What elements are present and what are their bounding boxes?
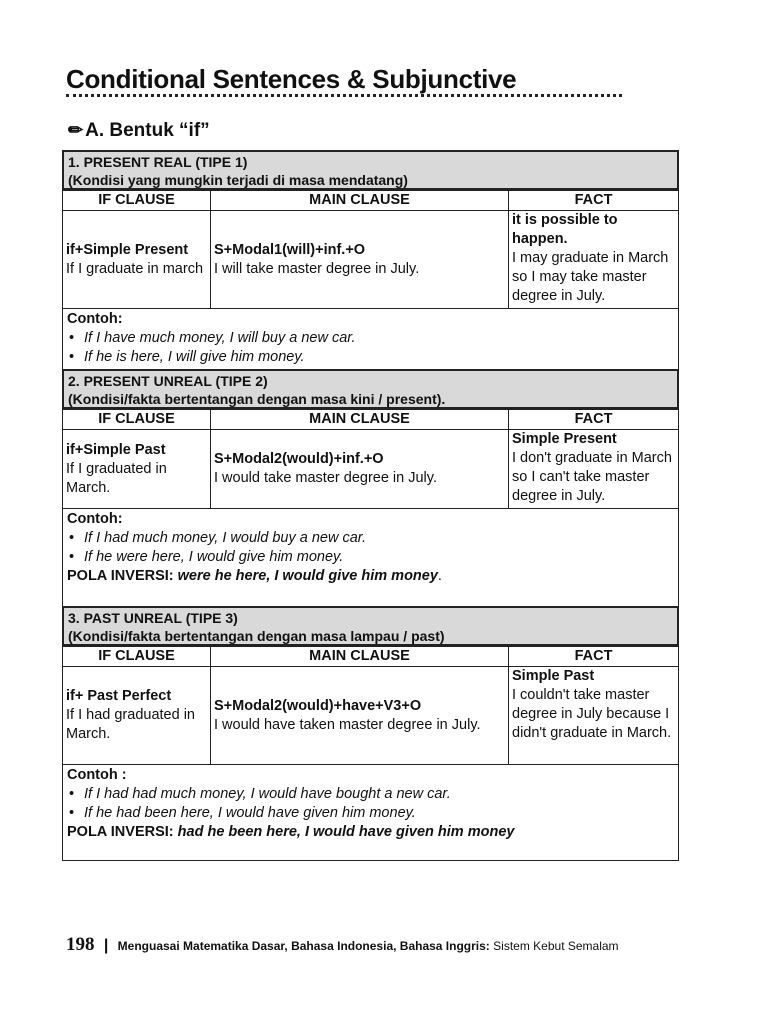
block-3-description: (Kondisi/fakta bertentangan dengan masa lampau / past) (68, 628, 445, 644)
example-item: • If I have much money, I will buy a new car. (67, 329, 674, 348)
block-2-description: (Kondisi/fakta bertentangan dengan masa kini / present). (68, 391, 446, 407)
fact-heading: it is possible to happen. (512, 212, 618, 247)
block-3-if-clause (62, 666, 211, 765)
block-3-type: 3. PAST UNREAL (TIPE 3) (68, 610, 238, 626)
inversion-text: had he been here, I would have given him money (177, 824, 515, 840)
block-3-examples (62, 764, 679, 861)
page-footer (66, 934, 619, 956)
example-item: • If he had been here, I would have given him money. (67, 804, 674, 823)
if-clause-example: If I had graduated in March. (66, 707, 195, 742)
examples-label: Contoh: (67, 511, 123, 527)
block-2-type: 2. PRESENT UNREAL (TIPE 2) (68, 373, 268, 389)
if-clause-example: If I graduate in march (66, 260, 204, 277)
main-clause-formula: S+Modal2(would)+inf.+O (214, 451, 384, 467)
book-title: Menguasai Matematika Dasar, Bahasa Indonesia, Bahasa Inggris: (117, 939, 490, 953)
fact-heading: Simple Past (512, 668, 595, 684)
inversion-text: were he here, I would give him money (177, 568, 438, 584)
if-clause-example: If I graduated in March. (66, 460, 167, 496)
if-clause-formula: if+Simple Present (66, 241, 189, 258)
section-heading (68, 120, 210, 142)
block-1-description: (Kondisi yang mungkin terjadi di masa mendatang) (68, 172, 408, 188)
fact-text: I couldn't take master degree in July because I didn't graduate in March. (512, 687, 672, 741)
example-item: • If he were here, I would give him money. (67, 548, 674, 567)
book-subtitle: Sistem Kebut Semalam (493, 939, 619, 953)
fact-text: I may graduate in March so I may take master degree in July. (512, 250, 669, 304)
block-3-main-clause (210, 666, 509, 765)
block-1-main-clause (210, 210, 509, 309)
inversion-pattern (67, 567, 674, 586)
header-if-clause: IF CLAUSE (62, 409, 211, 430)
example-item: • If I had much money, I would buy a new car. (67, 529, 674, 548)
main-clause-formula: S+Modal2(would)+have+V3+O (214, 697, 422, 714)
header-fact: FACT (508, 409, 679, 430)
main-clause-example: I would take master degree in July. (214, 470, 437, 486)
block-2-fact (508, 429, 679, 509)
block-3-fact (508, 666, 679, 765)
header-main-clause: MAIN CLAUSE (210, 190, 509, 211)
examples-label: Contoh: (67, 311, 123, 327)
pencil-icon: ✏ (68, 120, 84, 140)
inversion-label: POLA INVERSI: (67, 824, 174, 840)
block-2-examples (62, 508, 679, 607)
example-item: • If I had had much money, I would have bought a new car. (67, 785, 674, 804)
footer-separator: | (103, 937, 109, 954)
fact-text: I don't graduate in March so I can't take master degree in July. (512, 450, 672, 504)
header-if-clause: IF CLAUSE (62, 646, 211, 667)
header-fact: FACT (508, 646, 679, 667)
main-clause-example: I will take master degree in July. (214, 260, 420, 277)
inversion-label: POLA INVERSI: (67, 568, 174, 584)
inversion-pattern (67, 823, 674, 842)
block-2-if-clause (62, 429, 211, 509)
header-if-clause: IF CLAUSE (62, 190, 211, 211)
header-main-clause: MAIN CLAUSE (210, 409, 509, 430)
if-clause-formula: if+ Past Perfect (66, 688, 172, 704)
main-clause-example: I would have taken master degree in July. (214, 716, 481, 733)
page-number: 198 (66, 934, 95, 955)
block-1-if-clause (62, 210, 211, 309)
section-label: A. Bentuk “if” (85, 120, 210, 141)
header-fact: FACT (508, 190, 679, 211)
examples-label: Contoh : (67, 767, 127, 783)
example-item: • If he is here, I will give him money. (67, 348, 674, 367)
inversion-end: . (437, 568, 442, 584)
block-1-title (62, 150, 679, 190)
if-clause-formula: if+Simple Past (66, 441, 166, 458)
block-2-main-clause (210, 429, 509, 509)
header-main-clause: MAIN CLAUSE (210, 646, 509, 667)
page-title: Conditional Sentences & Subjunctive (66, 64, 622, 97)
block-1-examples (62, 308, 679, 370)
block-3-title (62, 606, 679, 646)
block-2-title (62, 369, 679, 409)
block-1-fact (508, 210, 679, 309)
block-1-type: 1. PRESENT REAL (TIPE 1) (68, 154, 248, 170)
fact-heading: Simple Present (512, 431, 617, 447)
main-clause-formula: S+Modal1(will)+inf.+O (214, 241, 366, 258)
